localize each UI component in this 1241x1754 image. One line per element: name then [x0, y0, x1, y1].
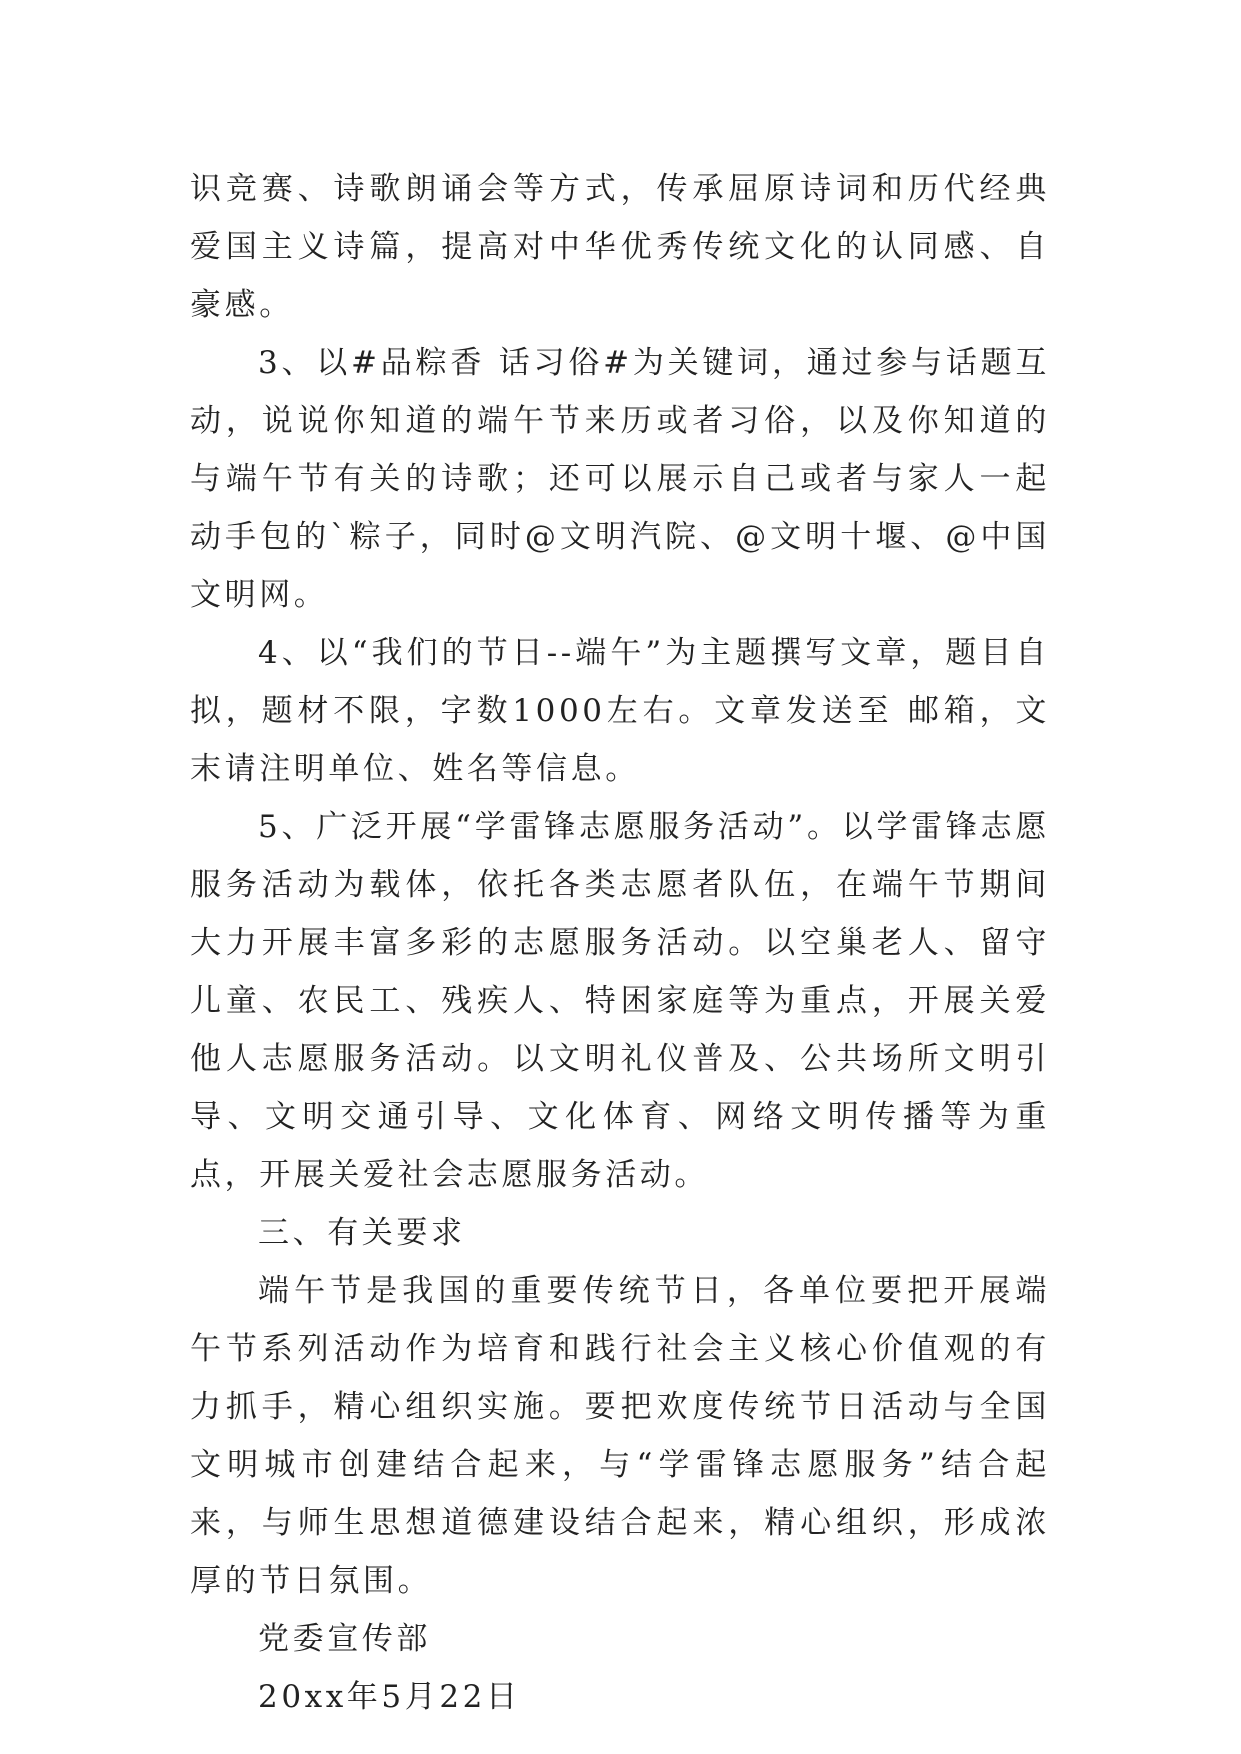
paragraph-requirements: 端午节是我国的重要传统节日，各单位要把开展端午节系列活动作为培育和践行社会主义核心价值观的有力抓手，精心组织实施。要把欢度传统节日活动与全国文明城市创建结合起来，与“学雷锋志愿服务”结合起来，与师生思想道德建设结合起来，精心组织，形成浓厚的节日氛围。 — [190, 1273, 1050, 1599]
paragraph-item-3: 3、以#品粽香 话习俗#为关键词，通过参与话题互动，说说你知道的端午节来历或者习俗，以及你知道的与端午节有关的诗歌；还可以展示自己或者与家人一起动手包的`粽子，同时@文明汽院、@文明十堰、@中国文明网。 — [190, 345, 1050, 613]
paragraph-item-4: 4、以“我们的节日--端午”为主题撰写文章，题目自拟，题材不限，字数1000左右。文章发送至 邮箱，文末请注明单位、姓名等信息。 — [190, 635, 1050, 787]
signature-date: 20xx年5月22日 — [258, 1679, 521, 1715]
paragraph-item-5: 5、广泛开展“学雷锋志愿服务活动”。以学雷锋志愿服务活动为载体，依托各类志愿者队伍，在端午节期间大力开展丰富多彩的志愿服务活动。以空巢老人、留守儿童、农民工、残疾人、特困家庭等为重点，开展关爱他人志愿服务活动。以文明礼仪普及、公共场所文明引导、文明交通引导、文化体育、网络文明传播等为重点，开展关爱社会志愿服务活动。 — [190, 809, 1050, 1193]
document-page — [190, 160, 1050, 1726]
section-heading-requirements: 三、有关要求 — [258, 1215, 466, 1251]
signature-department: 党委宣传部 — [258, 1621, 431, 1657]
paragraph-continued: 识竞赛、诗歌朗诵会等方式，传承屈原诗词和历代经典爱国主义诗篇，提高对中华优秀传统文化的认同感、自豪感。 — [190, 171, 1050, 323]
